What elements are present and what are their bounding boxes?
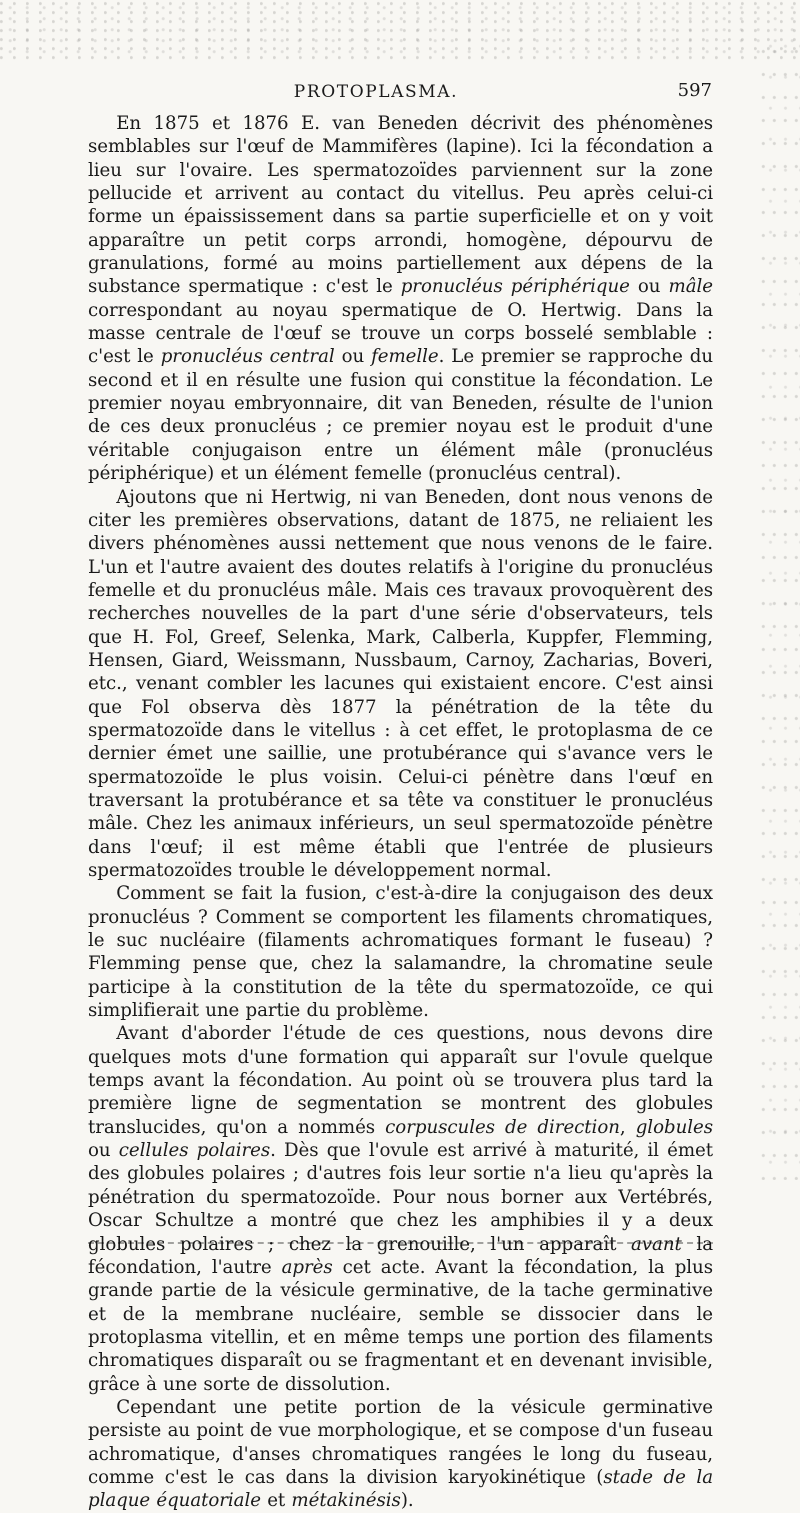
text-run: ou <box>629 276 669 298</box>
italic-term: corpuscules de direction <box>385 1116 620 1138</box>
italic-term: mâle <box>668 276 713 298</box>
paragraph-1 <box>88 112 713 486</box>
page-number: 597 <box>677 80 712 101</box>
italic-term: femelle <box>371 346 439 368</box>
scan-noise-top <box>0 0 800 60</box>
running-title: PROTOPLASMA. <box>293 82 459 102</box>
italic-term: pronucléus périphérique <box>400 276 630 298</box>
footer-rule <box>88 1242 713 1244</box>
text-run: cet acte. Avant la fécondation, la plus grande partie de la vésicule germinative, de la tache germinative et de la membrane nucléaire, semble se dissocier dans le protoplasma vitellin, et en même temps une portion des filaments chromatiques disparaît ou se fragmentant et en devenant invisible, grâce à une sorte de dissolution. <box>88 1256 713 1395</box>
paragraph-4 <box>88 1022 713 1396</box>
text-run: Ajoutons que ni Hertwig, ni van Beneden, dont nous venons de citer les premières observations, datant de 1875, ne reliaient les divers phénomènes aussi nettement que nous venons de le faire. L'un et l'autre avaient des doutes relatifs à l'origine du pronucléus femelle et du pronucléus mâle. Mais ces travaux provoquèrent des recherches nouvelles de la part d'une série d'observateurs, tels que H. Fol, Greef, Selenka, Mark, Calberla, Kuppfer, Flemming, Hensen, Giard, Weissmann, Nussbaum, Carnoy, Zacharias, Boveri, etc., venant combler les lacunes qui existaient encore. C'est ainsi que Fol observa dès 1877 la pénétration de la tête du spermatozoïde dans le vitellus : à cet effet, le protoplasma de ce dernier émet une saillie, une protubérance qui s'avance vers le spermatozoïde le plus voisin. Celui-ci pénètre dans l'œuf en traversant la protubérance et sa tête va constituer le pronucléus mâle. Chez les animaux inférieurs, un seul spermatozoïde pénètre dans l'œuf; il est même établi que l'entrée de plusieurs spermatozoïdes trouble le développement normal. <box>88 486 713 881</box>
page-body <box>88 112 713 1513</box>
italic-term: avant <box>631 1233 682 1255</box>
paragraph-3 <box>88 882 713 1022</box>
italic-term: cellules polaires <box>118 1140 271 1162</box>
text-run: ou <box>88 1140 119 1162</box>
italic-term: stade de la plaque équatoriale <box>88 1466 713 1512</box>
italic-term: globules <box>635 1116 713 1138</box>
page-header <box>40 76 712 108</box>
text-run: correspondant au noyau spermatique de O. Hertwig. Dans la masse centrale de l'œuf se trouve un corps bosselé semblable : c'est le <box>88 299 713 368</box>
text-run: . Dès que l'ovule est arrivé à maturité, il émet des globules polaires ; d'autres fois leur sortie n'a lieu qu'après la pénétration du spermatozoïde. Pour nous borner aux Vertébrés, Oscar Schultze a montré que chez les amphibies il y a deux globules polaires ; chez la grenouille, l'un apparaît <box>88 1140 713 1255</box>
text-run: et <box>260 1490 292 1512</box>
text-run: . Le premier se rapproche du second et il en résulte une fusion qui constitue la fécondation. Le premier noyau embryonnaire, dit van Beneden, résulte de l'union de ces deux pronucléus ; ce premier noyau est le produit d'une véritable conjugaison entre un élément mâle (pronucléus périphérique) et un élément femelle (pronucléus central). <box>88 346 713 485</box>
text-run: Avant d'aborder l'étude de ces questions, nous devons dire quelques mots d'une formation qui apparaît sur l'ovule quelque temps avant la fécondation. Au point où se trouvera plus tard la première ligne de segmentation se montrent des globules translucides, qu'on a nommés <box>88 1023 713 1138</box>
text-run: ). <box>400 1490 414 1512</box>
italic-term: pronucléus central <box>160 346 335 368</box>
italic-term: après <box>281 1256 333 1278</box>
italic-term: métakinésis <box>291 1490 401 1512</box>
paragraph-2 <box>88 486 713 883</box>
text-run: En 1875 et 1876 E. van Beneden décrivit des phénomènes semblables sur l'œuf de Mammifères (lapine). Ici la fécondation a lieu sur l'ovaire. Les spermatozoïdes parviennent sur la zone pellucide et arrivent au contact du vitellus. Peu après celui-ci forme un épaississement dans sa partie superficielle et on y voit apparaître un petit corps arrondi, homogène, dépourvu de granulations, formé au moins partiellement aux dépens de la substance spermatique : c'est le <box>88 113 713 298</box>
text-run: ou <box>334 346 372 368</box>
text-run: , <box>619 1116 636 1138</box>
text-run: Comment se fait la fusion, c'est-à-dire la conjugaison des deux pronucléus ? Comment se comportent les filaments chromatiques, le suc nucléaire (filaments achromatiques formant le fuseau) ? Flemming pense que, chez la salamandre, la chromatine seule participe à la constitution de la tête du spermatozoïde, ce qui simplifierait une partie du problème. <box>88 883 713 1022</box>
scan-noise-right-margin <box>760 40 800 1180</box>
paragraph-5 <box>88 1396 713 1513</box>
text-run: Cependant une petite portion de la vésicule germinative persiste au point de vue morphologique, et se compose d'un fuseau achromatique, d'anses chromatiques rangées le long du fuseau, comme c'est le cas dans la division karyokinétique ( <box>88 1396 713 1488</box>
text-run: la fécondation, l'autre <box>88 1233 713 1278</box>
